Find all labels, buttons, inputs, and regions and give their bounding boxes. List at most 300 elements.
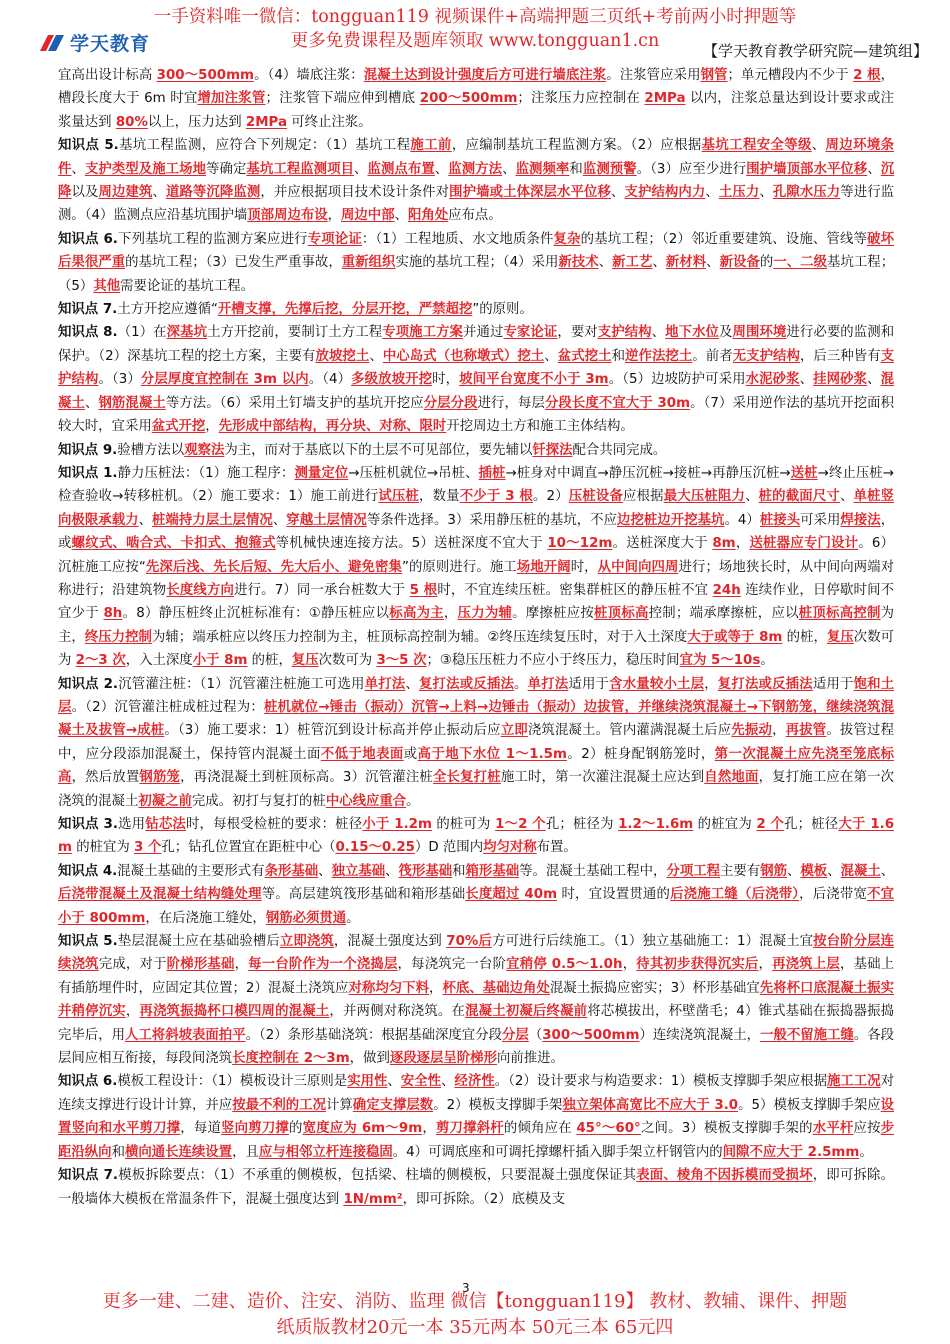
body-text: 以上，压力达到: [147, 114, 246, 130]
highlighted-term: 先深后浅、先长后短、先大后小、避免密集: [145, 559, 402, 575]
highlighted-term: 中心线应重合: [325, 793, 407, 809]
highlighted-term: 桩顶标高: [594, 606, 649, 622]
highlighted-term: 桩机就位→锤击（振动）沉管→上料→边锤击（振动）边拔管，并继续浇筑混凝土→下钢筋笼，继续浇筑混凝土及拔管→成桩: [58, 699, 894, 739]
body-text: ，且: [232, 1144, 259, 1160]
body-text: ”的原则进行。施工: [401, 559, 517, 575]
highlighted-term: 地下水位: [665, 325, 720, 341]
highlighted-term: 深基坑: [166, 325, 208, 341]
body-text: 为主，: [58, 606, 894, 645]
body-text: 、: [651, 325, 666, 341]
highlighted-term: 新技术: [558, 255, 599, 271]
highlighted-term: 送桩器应专门设计: [749, 536, 859, 552]
body-text: 、: [759, 185, 773, 201]
body-text: 、: [369, 348, 383, 364]
highlighted-term: 不低于地表面: [320, 746, 404, 762]
body-text: 基坑工程；（5）: [58, 255, 894, 294]
knowledge-point-label: 知识点 8.: [58, 325, 118, 341]
highlighted-term: 一般不留施工缝: [760, 1027, 854, 1043]
highlighted-term: 监测频率: [515, 161, 570, 177]
body-text: 、: [354, 161, 368, 177]
page-number: 3: [462, 1281, 470, 1295]
body-text: 应按: [853, 1121, 881, 1137]
body-text: ，每道: [180, 1121, 222, 1137]
body-text: 土方开挖应遵循“: [117, 302, 218, 318]
highlighted-term: 施工工况: [826, 1074, 881, 1090]
highlighted-term: 边挖桩边开挖基坑: [617, 512, 725, 528]
body-text: ，槽段长度大于 6m 时宜: [58, 68, 894, 107]
highlighted-term: 周围环境: [732, 325, 787, 341]
highlighted-term: 阳角处: [407, 208, 449, 224]
highlighted-term: 2MPa: [644, 91, 686, 107]
body-text: 。: [760, 653, 774, 669]
body-text: 、: [652, 255, 666, 271]
highlighted-term: 3 个: [134, 840, 162, 856]
highlighted-term: 小于 1.2m: [362, 817, 432, 832]
highlighted-term: 立即: [500, 723, 528, 739]
highlighted-term: 压桩设备: [568, 489, 624, 505]
body-text: ，在后浇施工缝处，: [145, 910, 266, 926]
body-text: 静力压桩法：（1）施工程序：: [117, 465, 295, 481]
highlighted-term: 中心岛式（也称墩式）挖土: [382, 348, 545, 364]
body-text: 、: [867, 161, 881, 177]
body-text: ；注浆压力应控制在: [517, 91, 645, 107]
highlighted-term: 测量定位: [294, 465, 349, 481]
body-text: ，然后放置: [71, 770, 140, 786]
highlighted-term: 2～3 次: [75, 653, 126, 669]
body-text: 。（7）采用逆作法的基坑开挖面积较大时，宜采用: [58, 395, 894, 435]
highlighted-term: 饱和土层: [58, 676, 894, 715]
body-text: 时，: [432, 372, 460, 388]
body-text: 将芯模拔出，杯壁凿毛；4）锥式基础在振捣器振捣完毕后，用: [58, 1004, 894, 1043]
highlighted-term: 开槽支撑，先撑后挖，分层开挖，严禁超挖: [217, 302, 473, 318]
highlighted-term: 挂网砂浆: [813, 372, 868, 388]
body-text: 、: [502, 161, 516, 177]
body-text: ；单元槽段内不少于: [727, 68, 854, 83]
body-text: ，再浇混凝土到桩顶标高。3）沉管灌注桩: [180, 770, 433, 786]
highlighted-term: 再浇筑上层: [772, 957, 840, 973]
body-text: 。: [514, 676, 528, 692]
body-text: 的桩可为: [431, 817, 496, 832]
body-text: ：（1）工程地质、水文地质条件: [361, 231, 554, 247]
body-text: ；③稳压压桩力不应小于终压力，稳压时间: [426, 653, 680, 669]
body-text: 对连续支撑进行设计计算，并应: [58, 1074, 894, 1113]
body-text: ，数量: [419, 489, 460, 505]
knowledge-point-label: 知识点 7.: [58, 302, 118, 318]
page-header: [0, 0, 950, 62]
body-text: 。各段层间应相互衔接，每段间浇筑: [58, 1027, 894, 1067]
highlighted-term: 300～500mm: [156, 68, 255, 83]
body-text: 、: [880, 863, 894, 879]
body-text: ，后浇带宽: [799, 887, 868, 903]
body-text: 的基坑工程；（2）邻近重要建筑、设施、管线等: [580, 231, 868, 247]
highlighted-term: 应与相邻立杆连接稳固: [258, 1144, 393, 1160]
body-text: 孔；钻孔位置宜在距桩中心（: [161, 840, 336, 856]
highlighted-term: 专家论证: [503, 325, 558, 341]
highlighted-term: 桩顶标高控制: [798, 606, 881, 622]
body-text: 布置。: [536, 840, 577, 856]
body-text: 应布点。: [448, 208, 502, 224]
body-text: ，基础上有插筋埋件时，应固定其位置；2）混凝土浇筑应: [58, 957, 894, 996]
highlighted-term: 分层分段: [423, 395, 478, 411]
body-text: 。2）模板支撑脚手架: [433, 1097, 563, 1113]
body-text: ，复打施工应在第一次浇筑的混凝土: [58, 770, 894, 809]
body-text: 配合共同完成。: [572, 442, 667, 458]
highlighted-term: 人工将斜坡表面拍平: [125, 1027, 246, 1043]
body-text: ，即可拆除。（2）底模及支: [402, 1191, 566, 1207]
body-text: 时，不宜连续压桩。密集群桩区的静压桩不宜: [437, 582, 713, 598]
footer-line-1: 更多一建、二建、造价、注安、消防、监理 微信【tongguan119】 教材、教辅、课件、押题: [102, 1291, 848, 1312]
highlighted-term: 按台阶分层连续浇筑: [58, 934, 894, 973]
highlighted-term: 后浇带混凝土及混凝土结构缝处理: [58, 887, 262, 903]
highlighted-term: 立即浇筑: [279, 934, 334, 950]
highlighted-term: 复杂: [553, 231, 581, 247]
body-text: 完成。初打与复打的桩: [191, 793, 326, 809]
body-text: 连续作业，日停歇时间不宜少于: [58, 582, 894, 622]
paragraph: [58, 860, 894, 930]
body-text: ，: [422, 1121, 436, 1137]
body-text: 、: [799, 372, 814, 388]
highlighted-term: 确定支撑层数: [352, 1097, 434, 1113]
highlighted-term: 多级放坡开挖: [351, 372, 433, 388]
highlighted-term: 钎探法: [532, 442, 573, 458]
highlighted-term: 横向通长连续设置: [124, 1144, 233, 1160]
highlighted-term: 桩的截面尺寸: [758, 489, 840, 505]
highlighted-term: 45°～60°: [576, 1121, 641, 1137]
body-text: ，: [429, 980, 443, 996]
highlighted-term: 钢管: [700, 68, 728, 83]
knowledge-point-label: 知识点 5.: [58, 138, 119, 154]
highlighted-term: 土压力: [718, 185, 760, 201]
highlighted-term: 坡间平台宽度不小于 3m: [459, 372, 609, 388]
body-text: 。2）桩身配钢筋笼时，: [566, 746, 715, 762]
body-text: 进行。7）同一承台桩数大于: [234, 582, 410, 598]
highlighted-term: 经济性: [454, 1074, 495, 1090]
highlighted-term: 表面、棱角不因拆模而受损坏: [636, 1168, 813, 1184]
body-text: ，并应根据项目技术设计条件对: [260, 185, 450, 201]
highlighted-term: 道路等沉降监测: [165, 185, 261, 201]
highlighted-term: 基坑工程安全等级: [701, 138, 812, 154]
org-label: 【学天教育教学研究院—建筑组】: [702, 42, 928, 60]
highlighted-term: 8m: [712, 536, 736, 552]
highlighted-term: 复压: [826, 629, 854, 645]
highlighted-term: 3～5 次: [376, 653, 427, 669]
body-text: 施工时，第一次灌注混凝土应达到: [500, 770, 705, 786]
paragraph: [58, 673, 894, 813]
highlighted-term: 再浇筑振捣杯口模四周的混凝土: [139, 1004, 330, 1020]
highlighted-term: 混凝土: [58, 372, 894, 411]
body-text: ，: [443, 606, 458, 622]
body-text: 开挖周边土方和施工主体结构。: [446, 419, 634, 435]
body-text: 应根据: [623, 489, 664, 505]
body-text: 进行必要的监测和保护。（2）深基坑工程的挖土方案，主要有: [58, 325, 894, 364]
body-text: 的: [759, 255, 774, 271]
body-text: 等进行监测。（4）监测点应沿基坑围护墙: [58, 185, 894, 224]
highlighted-term: 小于 8m: [192, 653, 248, 669]
highlighted-term: 支护结构: [58, 348, 894, 388]
body-text: 验槽方法以: [117, 442, 185, 458]
body-text: 土方开挖前，要制订土方工程: [207, 325, 383, 341]
highlighted-term: 单桩竖向极限承载力: [58, 489, 894, 528]
highlighted-term: 混凝土达到设计强度后方可进行墙底注浆: [363, 68, 607, 83]
body-text: 和: [569, 161, 583, 177]
body-text: 。: [859, 1144, 873, 1160]
body-text: 、: [272, 512, 287, 528]
highlighted-term: 均匀对称: [483, 840, 537, 856]
body-text: 。（3）应至少进行: [636, 161, 747, 177]
highlighted-term: 1～2 个: [495, 817, 546, 832]
body-text: 、: [544, 348, 558, 364]
body-text: （: [528, 1027, 543, 1043]
body-text: ，即可拆除。一般墙体大模板在常温条件下，混凝土强度达到: [58, 1168, 894, 1207]
body-text: 进行；场地狭长时，从中间向两端对称进行；沿建筑物: [58, 559, 894, 598]
body-text: 可采用: [800, 512, 841, 528]
highlighted-term: 对称均匀下料: [348, 980, 430, 996]
highlighted-term: 盆式挖土: [557, 348, 612, 364]
body-text: ，每浇筑完一台阶: [397, 957, 507, 973]
highlighted-term: 0.15～0.25: [335, 840, 415, 856]
highlighted-term: 后浇施工缝（后浇带）: [670, 887, 800, 903]
body-text: 、: [598, 255, 613, 271]
body-text: 。注浆管应采用: [606, 68, 701, 83]
body-text: 完成，对于: [98, 957, 167, 973]
highlighted-term: 阶梯形基础: [166, 957, 235, 973]
highlighted-term: 条形基础: [264, 863, 319, 879]
body-text: 。: [406, 793, 420, 809]
body-text: 、: [434, 161, 449, 177]
body-text: 。（2）设计要求与构造要求：1）模板支撑脚手架应根据: [494, 1074, 827, 1090]
highlighted-term: 增加注浆管: [197, 91, 266, 107]
body-text: 。（2）沉管灌注桩成桩过程为：: [71, 699, 264, 715]
knowledge-point-label: 知识点 4.: [58, 863, 118, 879]
highlighted-term: 水泥砂浆: [745, 372, 800, 388]
highlighted-term: 压力为辅: [457, 606, 513, 622]
page-footer: [0, 1289, 950, 1341]
body-text: 。（3）: [98, 372, 141, 388]
body-text: 、: [387, 1074, 401, 1090]
highlighted-term: 模板: [800, 863, 828, 879]
highlighted-term: 钻芯法: [145, 817, 186, 832]
highlighted-term: 宜为 5～10s: [679, 653, 761, 669]
highlighted-term: 独立基础: [331, 863, 386, 879]
highlighted-term: 300～500mm: [542, 1027, 640, 1043]
highlighted-term: 穿越土层情况: [286, 512, 367, 528]
highlighted-term: 5 根: [409, 582, 438, 598]
highlighted-term: 200～500mm: [419, 91, 518, 107]
highlighted-term: 2 个: [756, 817, 785, 832]
body-text: 为辅；端承桩应以终压力控制为主，桩顶标高控制为辅。②终压连续复压时，对于入土深度: [151, 629, 688, 645]
highlighted-term: 混凝土初凝后终凝前: [465, 1004, 588, 1020]
body-text: 等。混凝土基础工程中，: [519, 863, 667, 879]
highlighted-term: 单打法: [527, 676, 569, 692]
body-text: 。4）: [724, 512, 760, 528]
highlighted-term: 钢筋混凝土: [98, 395, 166, 411]
body-text: 的桩宜为: [71, 840, 135, 856]
body-text: ，: [622, 957, 637, 973]
body-text: →桩身对中调直→静压沉桩→接桩→再静压沉桩→: [505, 465, 791, 481]
body-text: ，应编制基坑工程监测方案。（2）应根据: [451, 138, 702, 154]
paragraph: [58, 64, 894, 134]
body-text: ，混凝土强度达到: [333, 934, 447, 950]
highlighted-term: 重新组织: [341, 255, 396, 271]
body-text: 下列基坑工程的监测方案应进行: [117, 231, 308, 247]
body-text: ，: [758, 957, 773, 973]
highlighted-term: 顶部周边布设: [247, 208, 328, 224]
highlighted-term: 混凝土: [840, 863, 881, 879]
body-text: 和: [452, 863, 466, 879]
highlighted-term: 孔隙水压力: [772, 185, 841, 201]
body-text: 可终止注浆。: [287, 114, 372, 130]
highlighted-term: 间隙不应大于 2.5mm: [722, 1144, 860, 1160]
body-text: 实施的基坑工程；（4）采用: [395, 255, 559, 271]
highlighted-term: 监测点布置: [367, 161, 435, 177]
body-text: ，: [234, 957, 249, 973]
highlighted-term: 宜稍停 0.5～1.0h: [506, 957, 623, 973]
body-text: 、: [138, 512, 152, 528]
highlighted-term: 杯底、基础边角处: [442, 980, 550, 996]
highlighted-term: 场地开阔: [516, 559, 571, 575]
knowledge-point-label: 知识点 9.: [58, 442, 118, 458]
knowledge-point-label: 知识点 7.: [58, 1168, 118, 1184]
body-text: 、: [152, 185, 166, 201]
body-text: 。前者: [692, 348, 733, 364]
highlighted-term: 箱形基础: [465, 863, 520, 879]
highlighted-term: 逐段逐层呈阶梯形: [389, 1051, 497, 1067]
highlighted-term: 竖向剪刀撑: [221, 1121, 290, 1137]
highlighted-term: 待其初步获得沉实后: [636, 957, 759, 973]
body-text: ，做到: [349, 1051, 390, 1067]
highlighted-term: 分段长度不宜大于 30m: [544, 395, 691, 411]
highlighted-term: 按最不利的工况: [232, 1097, 326, 1113]
document-body: [58, 64, 894, 1287]
highlighted-term: 长度线方向: [166, 582, 235, 598]
highlighted-term: 设置竖向和水平剪刀撑: [58, 1097, 894, 1137]
body-text: 等方法。（6）采用土钉墙支护的基坑开挖应: [165, 395, 424, 411]
body-text: 等条件选择。3）采用静压桩的基坑，不应: [366, 512, 618, 528]
body-text: ，: [205, 419, 219, 435]
highlighted-term: 再拔管: [785, 723, 827, 739]
highlighted-term: 施工前: [410, 138, 452, 154]
body-text: 等。高层建筑筏形基础和箱形基础: [261, 887, 466, 903]
highlighted-term: 分层: [502, 1027, 529, 1043]
body-text: ，入土深度: [125, 653, 193, 669]
highlighted-term: 单打法: [364, 676, 406, 692]
body-text: 或: [403, 746, 418, 762]
body-text: 。（3）施工要求：1）桩管沉到设计标高并停止振动后应: [164, 723, 501, 739]
knowledge-point-label: 知识点 1.: [58, 465, 118, 481]
body-text: 混凝土基础的主要形式有: [117, 863, 265, 879]
highlighted-term: 支护结构内力: [624, 185, 706, 201]
highlighted-term: 大于 1.6m: [58, 817, 894, 856]
body-text: 次数可为: [318, 653, 377, 669]
highlighted-term: 新工艺: [612, 255, 653, 271]
highlighted-term: 试压桩: [378, 489, 420, 505]
body-text: 主要有: [720, 863, 761, 879]
body-text: 和: [111, 1144, 125, 1160]
highlighted-term: 新设备: [719, 255, 760, 271]
body-text: 之间。3）模板支撑脚手架的: [640, 1121, 813, 1137]
paragraph: [58, 134, 894, 228]
highlighted-term: 步距沿纵向: [58, 1121, 894, 1160]
highlighted-term: 破坏后果很严重: [58, 231, 894, 271]
body-text: ，后三种皆有: [799, 348, 881, 364]
body-text: ）连续浇筑混凝土，: [639, 1027, 761, 1043]
highlighted-term: 大于或等于 8m: [687, 629, 783, 645]
knowledge-point-label: 知识点 3.: [58, 817, 118, 832]
body-text: 、: [839, 489, 854, 505]
highlighted-term: 钢筋: [760, 863, 787, 879]
body-text: 选用: [117, 817, 146, 832]
body-text: 计算: [325, 1097, 353, 1113]
highlighted-term: 专项施工方案: [382, 325, 464, 341]
highlighted-term: 10～12m: [547, 536, 613, 552]
highlighted-term: 长度超过 40m: [465, 887, 558, 903]
highlighted-term: 先振动: [731, 723, 773, 739]
highlighted-term: 8h: [103, 606, 123, 622]
highlighted-term: 安全性: [400, 1074, 442, 1090]
body-text: 孔；桩径: [784, 817, 839, 832]
body-text: 。（4）: [308, 372, 352, 388]
body-text: →压桩机就位→吊桩、: [348, 465, 479, 481]
body-text: 、: [827, 863, 841, 879]
highlighted-term: 盆式开挖: [151, 419, 206, 435]
body-text: 。4）可调底座和可调托撑螺杆插入脚手架立杆钢管内的: [392, 1144, 723, 1160]
body-text: 、: [787, 863, 801, 879]
highlighted-term: 复打法或反插法: [418, 676, 515, 692]
highlighted-term: 独立架体高宽比不应大于 3.0: [562, 1097, 739, 1113]
highlighted-term: 宽度应为 6m～9m: [302, 1121, 423, 1137]
highlighted-term: 1N/mm²: [343, 1191, 403, 1207]
body-text: 并通过: [463, 325, 504, 341]
body-text: 、: [705, 185, 719, 201]
highlighted-term: 周边中部: [341, 208, 395, 224]
body-text: 。2）: [532, 489, 569, 505]
highlighted-term: 不少于 3 根: [459, 489, 533, 505]
highlighted-term: 一、二级: [773, 255, 828, 271]
paragraph: [58, 439, 894, 462]
highlighted-term: 周边环境条件: [58, 138, 894, 177]
knowledge-point-label: 知识点 6.: [58, 1074, 118, 1090]
highlighted-term: 24h: [712, 582, 741, 598]
highlighted-term: 复打法或反插法: [717, 676, 813, 692]
highlighted-term: 螺纹式、啮合式、卡扣式、抱箍式: [71, 536, 276, 552]
body-text: 、: [71, 161, 85, 177]
highlighted-term: 分项工程: [666, 863, 721, 879]
highlighted-term: 第一次混凝土应先浇至笼底标高: [58, 746, 894, 786]
highlighted-term: 筏形基础: [398, 863, 453, 879]
body-text: 。（2）条形基础浇筑：根据基础深度宜分段: [245, 1027, 503, 1043]
highlighted-term: 水平杆: [812, 1121, 854, 1137]
body-text: 模板工程设计：（1）模板设计三原则是: [117, 1074, 348, 1090]
highlighted-term: 分层厚度宜控制在 3m 以内: [140, 372, 309, 388]
body-text: ，并两侧对称浇筑。在: [329, 1004, 466, 1020]
body-text: 宜高出设计标高: [58, 68, 157, 83]
body-text: 、: [405, 676, 419, 692]
body-text: 次数可为: [58, 629, 894, 669]
highlighted-term: 监测方法: [448, 161, 503, 177]
body-text: 。送桩深度大于: [612, 536, 713, 552]
paragraph: [58, 1070, 894, 1164]
body-text: 的桩，: [247, 653, 292, 669]
knowledge-point-label: 知识点 5.: [58, 934, 118, 950]
body-text: 、: [394, 208, 408, 224]
body-text: ”的原则。: [472, 302, 533, 318]
body-text: 需要论证的基坑工程。: [120, 278, 254, 294]
body-text: （1）在: [117, 325, 167, 341]
body-text: 时，宜设置贯通的: [557, 887, 671, 903]
body-text: 等确定: [206, 161, 247, 177]
body-text: 。: [346, 910, 360, 926]
body-text: 、: [610, 185, 625, 201]
